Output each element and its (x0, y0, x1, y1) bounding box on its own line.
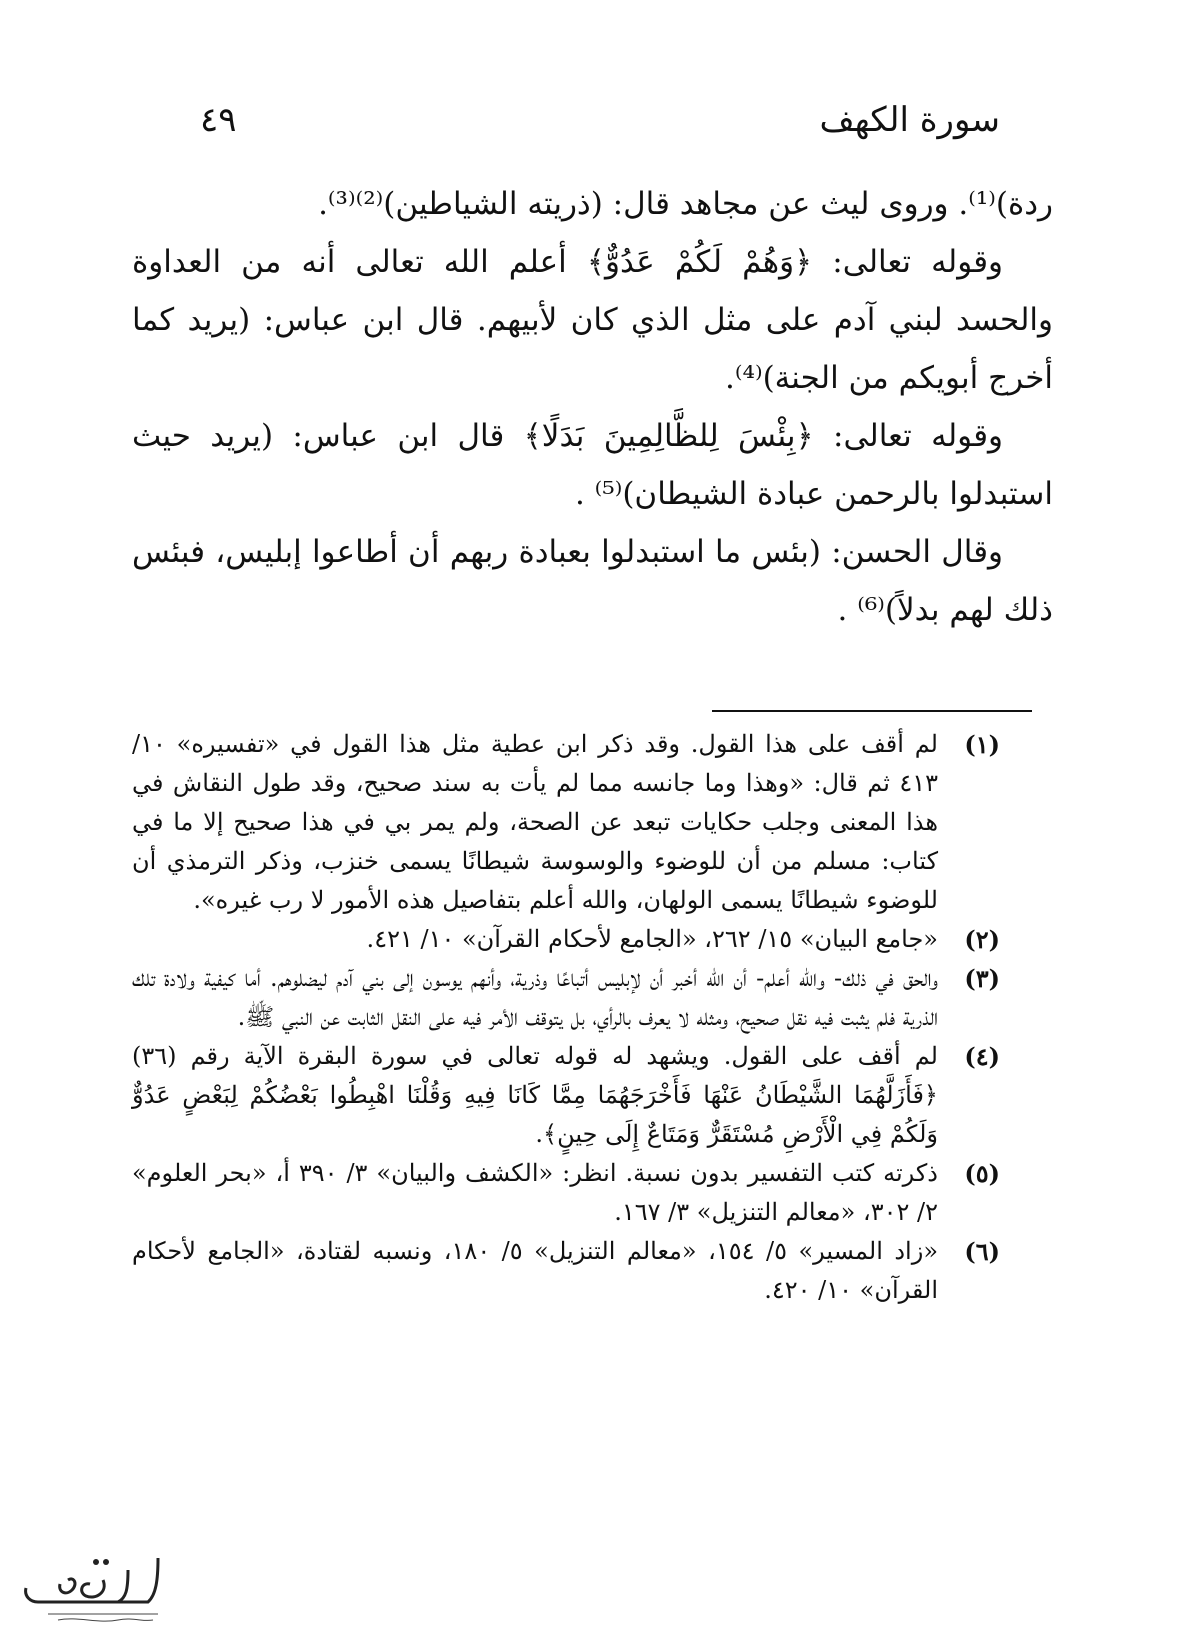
footnote-text: ذكرته كتب التفسير بدون نسبة. انظر: «الكشف والبيان» ٣/ ٣٩٠ أ، «بحر العلوم» ٢/ ٣٠٢، «معالم التنزيل» ٣/ ١٦٧. (132, 1159, 938, 1226)
footnote-number: (٥) (964, 1159, 1000, 1188)
footnote-number: (٣) (964, 964, 1000, 993)
footnote (132, 725, 1000, 920)
footnote-text: لم أقف على هذا القول. وقد ذكر ابن عطية مثل هذا القول في «تفسيره» ١٠/ ٤١٣ ثم قال: «وهذا وما جانسه مما لم يأت به سند صحيح، وقد طول النقاش في هذا المعنى وجلب حكايات تبعد عن الصحة، ولم يمر بي في هذا صحيح إلا ما في كتاب: مسلم من أن للوضوء والوسوسة شيطانًا يسمى خنزب، وذكر الترمذي أن للوضوء شيطانًا يسمى الولهان، والله أعلم بتفاصيل هذه الأمور لا رب غيره». (132, 730, 939, 914)
footnote-text: «جامع البيان» ١٥/ ٢٦٢، «الجامع لأحكام القرآن» ١٠/ ٤٢١. (366, 925, 938, 953)
footnote (132, 1037, 1000, 1154)
footnote (132, 1232, 1000, 1310)
footnote (132, 920, 1000, 959)
main-paragraph: وقوله تعالى: ﴿وَهُمْ لَكُمْ عَدُوٌّ﴾ أعلم الله تعالى أنه من العداوة والحسد لبني آدم على مثل الذي كان لأبيهم. قال ابن عباس: (يريد كما أخرج أبويكم من الجنة)⁽⁴⁾. (132, 244, 1053, 396)
surah-name: سورة الكهف (819, 100, 1000, 140)
footnote-text: والحق في ذلك- والله أعلم- أن الله أخبر أن لإبليس أتباعًا وذرية، وأنهم يوسون إلى بني آدم ليضلوهم. أما كيفية ولادة تلك الذرية فلم يثبت فيه نقل صحيح، ومثله لا يعرف بالرأي، بل يتوقف الأمر فيه على النقل الثابت عن النبي ﷺ. (132, 964, 938, 1031)
main-paragraph: ردة)⁽¹⁾. وروى ليث عن مجاهد قال: (ذريته الشياطين)⁽²⁾⁽³⁾. (318, 186, 1053, 222)
footnote-divider (712, 710, 1032, 712)
publisher-seal-icon (8, 1540, 178, 1630)
footnote-number: (٤) (964, 1042, 1000, 1071)
main-text (132, 175, 1053, 639)
footnote (132, 959, 1000, 1037)
footnotes (132, 725, 1000, 1310)
footnote-number: (٦) (964, 1237, 1000, 1266)
page-header (200, 100, 1000, 150)
footnote-number: (٢) (964, 925, 1000, 954)
footnote-number: (١) (964, 730, 1000, 759)
page-number: ٤٩ (200, 100, 237, 140)
main-paragraph: وقال الحسن: (بئس ما استبدلوا بعبادة ربهم أن أطاعوا إبليس، فبئس ذلك لهم بدلاً)⁽⁶⁾ . (132, 534, 1053, 628)
footnote-text: لم أقف على القول. ويشهد له قوله تعالى في سورة البقرة الآية رقم (٣٦) ﴿فَأَزَلَّهُمَا الشَّيْطَانُ عَنْهَا فَأَخْرَجَهُمَا مِمَّا كَانَا فِيهِ وَقُلْنَا اهْبِطُوا بَعْضُكُمْ لِبَعْضٍ عَدُوٌّ وَلَكُمْ فِي الْأَرْضِ مُسْتَقَرٌّ وَمَتَاعٌ إِلَى حِينٍ﴾. (132, 1042, 938, 1148)
footnote (132, 1154, 1000, 1232)
footnote-text: «زاد المسير» ٥/ ١٥٤، «معالم التنزيل» ٥/ ١٨٠، ونسبه لقتادة، «الجامع لأحكام القرآن» ١٠/ ٤٢٠. (132, 1237, 938, 1304)
main-paragraph: وقوله تعالى: ﴿بِئْسَ لِلظَّالِمِينَ بَدَلًا﴾ قال ابن عباس: (يريد حيث استبدلوا بالرحمن عبادة الشيطان)⁽⁵⁾ . (132, 418, 1053, 512)
